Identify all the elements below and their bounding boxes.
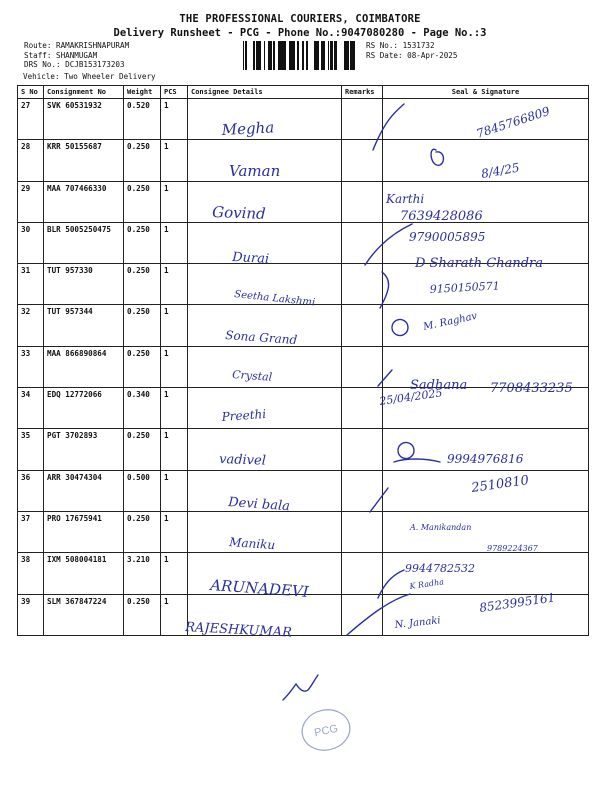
consignee-cell — [188, 305, 342, 346]
table-row — [18, 470, 589, 511]
sno-cell: 37 — [18, 511, 44, 552]
handwritten-consignee-name: Seetha Lakshmi — [233, 289, 316, 309]
table-row — [18, 222, 589, 263]
weight-cell: 0.250 — [124, 594, 161, 635]
drs-text: DRS No.: DCJB153173203 — [24, 60, 125, 69]
sno-cell: 36 — [18, 470, 44, 511]
remarks-cell — [342, 470, 383, 511]
signature-cell — [383, 305, 589, 346]
remarks-cell — [342, 346, 383, 387]
pcs-cell: 1 — [161, 305, 188, 346]
handwritten-note: 25/04/2025 — [378, 386, 444, 408]
consignee-cell — [188, 264, 342, 305]
staff-text: Staff: SHANMUGAM — [24, 50, 98, 60]
consignee-cell — [188, 222, 342, 263]
column-header: PCS — [161, 86, 188, 99]
pcs-cell: 1 — [161, 346, 188, 387]
consignment-cell: TUT 957344 — [44, 305, 124, 346]
sno-cell: 27 — [18, 99, 44, 140]
handwritten-note: 7845766809 — [474, 103, 552, 141]
consignee-cell — [188, 140, 342, 181]
runsheet-table — [17, 85, 589, 636]
signature-cell — [383, 181, 589, 222]
sno-cell: 35 — [18, 429, 44, 470]
consignment-cell: PRO 17675941 — [44, 511, 124, 552]
runsheet-title: Delivery Runsheet - PCG - Phone No.:9047080280 - Page No.:3 — [113, 27, 487, 39]
consignee-cell — [188, 181, 342, 222]
remarks-cell — [342, 429, 383, 470]
sno-cell: 29 — [18, 181, 44, 222]
weight-cell: 0.250 — [124, 346, 161, 387]
sno-cell: 30 — [18, 222, 44, 263]
handwritten-consignee-name: Maniku — [228, 535, 276, 553]
remarks-cell — [342, 140, 383, 181]
barcode — [243, 41, 355, 70]
table-row — [18, 594, 589, 635]
runsheet-meta-left — [24, 41, 129, 70]
handwritten-note: 9150150571 — [429, 279, 501, 296]
column-header: Remarks — [342, 86, 383, 99]
sno-cell: 31 — [18, 264, 44, 305]
handwritten-note: 7708433235 — [490, 381, 573, 396]
sno-cell: 34 — [18, 388, 44, 429]
table-row — [18, 181, 589, 222]
rs-no-text: RS No.: 1531732 — [366, 41, 435, 50]
signature-cell — [383, 264, 589, 305]
consignee-cell — [188, 99, 342, 140]
table-header-row — [18, 86, 589, 99]
consignment-cell: EDQ 12772066 — [44, 388, 124, 429]
pcs-cell: 1 — [161, 99, 188, 140]
consignee-cell — [188, 429, 342, 470]
weight-cell: 0.250 — [124, 222, 161, 263]
pcs-cell: 1 — [161, 553, 188, 594]
handwritten-consignee-name: Vaman — [229, 162, 281, 180]
weight-cell: 0.250 — [124, 429, 161, 470]
weight-cell: 3.210 — [124, 553, 161, 594]
handwritten-note: 7639428086 — [400, 209, 483, 224]
column-header: Seal & Signature — [383, 86, 589, 99]
table-row — [18, 99, 589, 140]
sno-cell: 38 — [18, 553, 44, 594]
signature-cell — [383, 346, 589, 387]
handwritten-note: Sadhana — [410, 378, 468, 393]
handwritten-note: 8/4/25 — [480, 160, 521, 181]
column-header: Consignment No — [44, 86, 124, 99]
consignment-cell: PGT 3702893 — [44, 429, 124, 470]
consignment-cell: IXM 508004181 — [44, 553, 124, 594]
pcs-cell: 1 — [161, 264, 188, 305]
pcs-cell: 1 — [161, 140, 188, 181]
consignment-cell: BLR 5005250475 — [44, 222, 124, 263]
handwritten-note: K Radha — [409, 577, 445, 591]
weight-cell: 0.340 — [124, 388, 161, 429]
signature-cell — [383, 594, 589, 635]
signature-cell — [383, 140, 589, 181]
remarks-cell — [342, 594, 383, 635]
handwritten-consignee-name: Devi bala — [227, 495, 291, 515]
signature-cell — [383, 553, 589, 594]
company-title: THE PROFESSIONAL COURIERS, COIMBATORE — [179, 13, 421, 25]
handwritten-consignee-name: Megha — [221, 118, 275, 139]
handwritten-note: Karthi — [386, 192, 425, 206]
handwritten-note: 9944782532 — [405, 562, 475, 575]
pcs-cell: 1 — [161, 594, 188, 635]
signature-cell — [383, 99, 589, 140]
handwritten-consignee-name: Crystal — [231, 368, 273, 384]
table-row — [18, 388, 589, 429]
column-header: Consignee Details — [188, 86, 342, 99]
consignment-cell: SVK 60531932 — [44, 99, 124, 140]
remarks-cell — [342, 305, 383, 346]
weight-cell: 0.250 — [124, 305, 161, 346]
runsheet-meta-right — [366, 41, 457, 60]
consignment-cell: TUT 957330 — [44, 264, 124, 305]
handwritten-consignee-name: ARUNADEVI — [209, 576, 310, 601]
signature-cell — [383, 222, 589, 263]
sno-cell: 33 — [18, 346, 44, 387]
route-text: Route: RAMAKRISHNAPURAM — [24, 41, 130, 50]
weight-cell: 0.520 — [124, 99, 161, 140]
sno-cell: 28 — [18, 140, 44, 181]
remarks-cell — [342, 553, 383, 594]
signature-cell — [383, 511, 589, 552]
pcs-cell: 1 — [161, 388, 188, 429]
handwritten-consignee-name: Sona Grand — [224, 328, 298, 348]
handwritten-consignee-name: Durai — [231, 250, 270, 267]
weight-cell: 0.250 — [124, 140, 161, 181]
weight-cell: 0.250 — [124, 264, 161, 305]
handwritten-note: 8523995161 — [478, 590, 557, 615]
pcs-cell: 1 — [161, 470, 188, 511]
consignee-cell — [188, 388, 342, 429]
remarks-cell — [342, 511, 383, 552]
consignee-cell — [188, 594, 342, 635]
consignee-cell — [188, 470, 342, 511]
consignee-cell — [188, 511, 342, 552]
pcs-cell: 1 — [161, 511, 188, 552]
handwritten-note: 2510810 — [470, 473, 530, 496]
vehicle-text: Vehicle: Two Wheeler Delivery — [23, 72, 156, 81]
consignee-cell — [188, 553, 342, 594]
handwritten-note: N. Janaki — [394, 615, 442, 631]
weight-cell: 0.250 — [124, 181, 161, 222]
handwritten-note: M. Raghav — [422, 310, 479, 333]
column-header: S No — [18, 86, 44, 99]
consignment-cell: SLM 367847224 — [44, 594, 124, 635]
signature-cell — [383, 388, 589, 429]
handwritten-note: 9790005895 — [409, 230, 486, 244]
handwritten-note: A. Manikandan — [410, 523, 472, 532]
sno-cell: 39 — [18, 594, 44, 635]
remarks-cell — [342, 181, 383, 222]
handwritten-consignee-name: Govind — [211, 203, 267, 223]
signature-cell — [383, 429, 589, 470]
pcs-cell: 1 — [161, 429, 188, 470]
column-header: Weight — [124, 86, 161, 99]
consignment-cell: MAA 866890864 — [44, 346, 124, 387]
weight-cell: 0.250 — [124, 511, 161, 552]
table-row — [18, 553, 589, 594]
table-row — [18, 264, 589, 305]
weight-cell: 0.500 — [124, 470, 161, 511]
handwritten-note: 9994976816 — [447, 452, 524, 466]
consignment-cell: MAA 707466330 — [44, 181, 124, 222]
consignee-cell — [188, 346, 342, 387]
remarks-cell — [342, 264, 383, 305]
remarks-cell — [342, 222, 383, 263]
signature-stroke — [283, 675, 318, 700]
table-row — [18, 305, 589, 346]
table-row — [18, 140, 589, 181]
pcs-cell: 1 — [161, 222, 188, 263]
signature-cell — [383, 470, 589, 511]
handwritten-consignee-name: Preethi — [221, 406, 267, 424]
remarks-cell — [342, 388, 383, 429]
consignment-cell: KRR 50155687 — [44, 140, 124, 181]
table-row — [18, 346, 589, 387]
rs-date-text: RS Date: 08-Apr-2025 — [366, 50, 458, 60]
table-row — [18, 511, 589, 552]
pcs-cell: 1 — [161, 181, 188, 222]
table-row — [18, 429, 589, 470]
handwritten-consignee-name: vadivel — [218, 452, 267, 469]
remarks-cell — [342, 99, 383, 140]
handwritten-note: 9789224367 — [487, 544, 538, 553]
handwritten-note: D Sharath Chandra — [415, 256, 544, 271]
pcg-stamp — [298, 705, 353, 754]
handwritten-consignee-name: RAJESHKUMAR — [184, 620, 293, 641]
sno-cell: 32 — [18, 305, 44, 346]
stamp-text: PCG — [313, 722, 340, 740]
consignment-cell: ARR 30474304 — [44, 470, 124, 511]
